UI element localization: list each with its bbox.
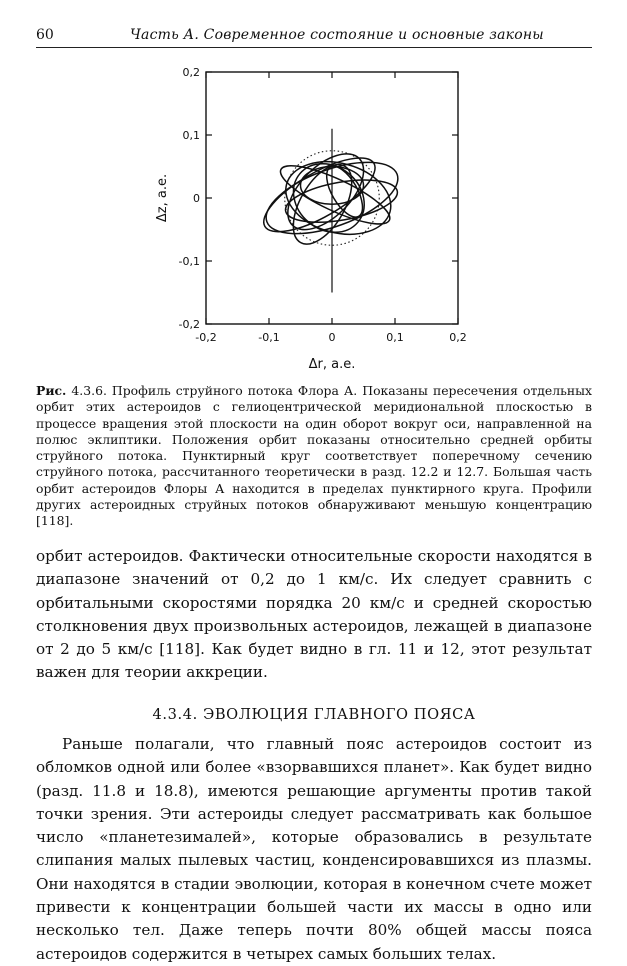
paragraph-relative-velocities: орбит астероидов. Фактически относительные скорости находятся в диапазоне значений от 0,2 до 1 км/с. Их следует сравнить с орбитальными скоростями порядка 20 км/с и средней скоростью столкновения двух произвольных астероидов, лежащей в диапазоне от 2 до 5 км/с [118]. Как будет видно в гл. 11 и 12, этот результат важен для теории аккреции. (36, 547, 592, 682)
orbit-profile-chart (120, 55, 500, 375)
running-header (36, 25, 592, 48)
y-tick-label: 0,2 (182, 66, 200, 79)
figure-jet-stream-profile (120, 55, 500, 375)
x-tick-label: -0,2 (195, 331, 217, 344)
caption-label: Рис. (36, 383, 67, 398)
y-axis-label: Δz, а.е. (155, 173, 170, 223)
x-tick-label: -0,1 (258, 331, 280, 344)
plot-group (155, 66, 467, 372)
section-heading: 4.3.4. ЭВОЛЮЦИЯ ГЛАВНОГО ПОЯСА (152, 706, 476, 723)
x-tick-label: 0,1 (386, 331, 404, 344)
figure-caption (36, 383, 592, 530)
x-axis-label: Δr, а.е. (308, 357, 356, 372)
x-tick-label: 0 (328, 331, 336, 344)
y-tick-label: -0,1 (178, 255, 200, 268)
running-header-title: Часть А. Современное состояние и основные законы (130, 27, 544, 43)
x-tick-label: 0,2 (449, 331, 467, 344)
paragraph-main-belt-evolution: Раньше полагали, что главный пояс астероидов состоит из обломков одной или более «взорвавшихся планет». Как будет видно (разд. 11.8 и 18.8), имеются решающие аргументы против такой точки зрения. Эти астероиды следует рассматривать как большое число «планетезималей», которые образовались в результате слипания малых пылевых частиц, конденсировавшихся из плазмы. Они находятся в стадии эволюции, которая в конечном счете может привести к концентрации большей части их массы в одно или несколько тел. Даже теперь почти 80% общей массы пояса астероидов содержится в четырех самых больших телах. (36, 735, 592, 963)
orbit-ellipse (254, 144, 385, 245)
page-number: 60 (36, 27, 54, 43)
y-tick-label: 0,1 (182, 129, 200, 142)
y-tick-label: -0,2 (178, 318, 200, 331)
caption-text: 4.3.6. Профиль струйного потока Флора А. Показаны пересечения отдельных орбит этих астероидов с гелиоцентрической меридиональной плоскостью в процессе вращения этой плоскости на один оборот вокруг оси, направленной на полюс эклиптики. Положения орбит показаны относительно средней орбиты струйного потока. Пунктирный круг соответствует поперечному сечению струйного потока, рассчитанного теоретически в разд. 12.2 и 12.7. Большая часть орбит астероидов Флоры А находится в пределах пунктирного круга. Профили других астероидных струйных потоков обнаруживают меньшую концентрацию [118]. (36, 383, 592, 529)
y-tick-label: 0 (193, 192, 200, 205)
